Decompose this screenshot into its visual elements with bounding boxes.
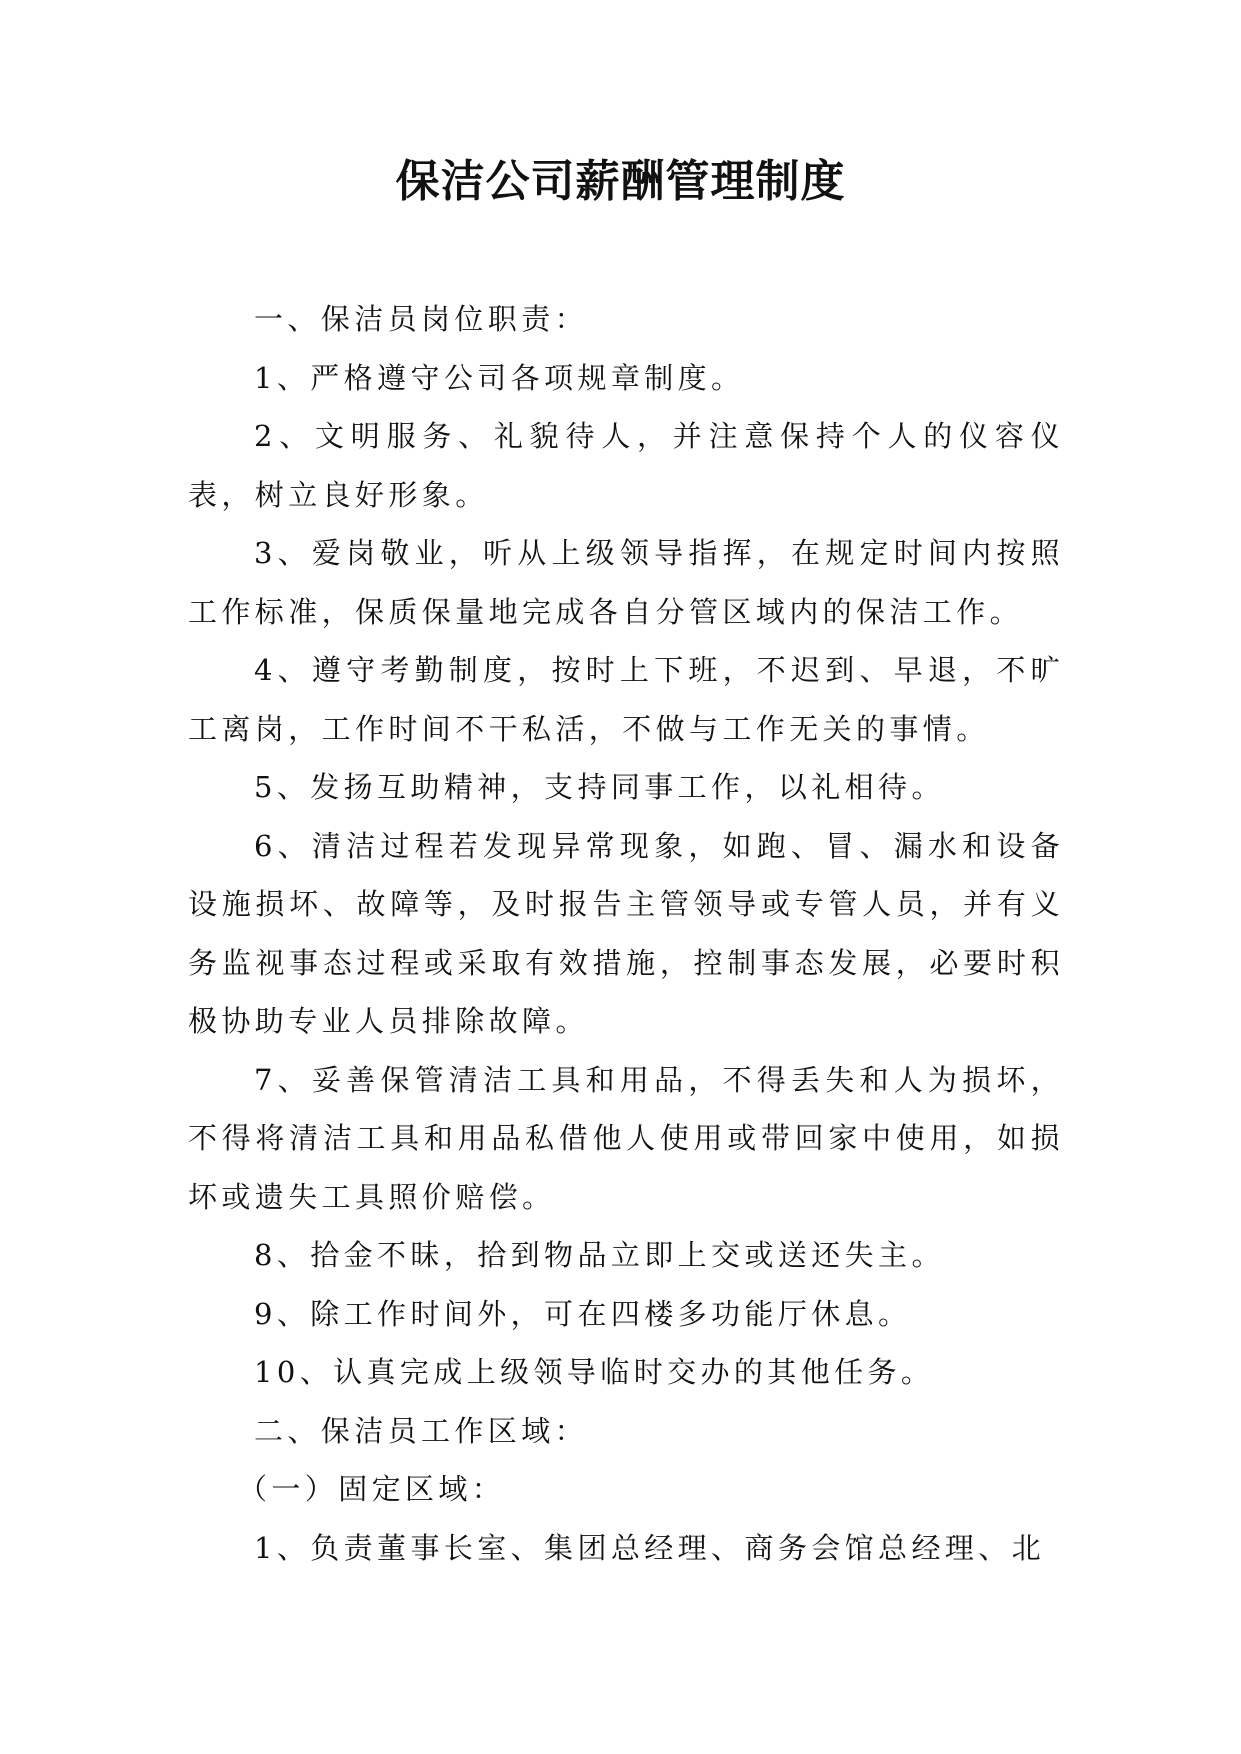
- document-title: 保洁公司薪酬管理制度: [395, 156, 846, 207]
- document-body: [188, 290, 1064, 1577]
- paragraph: 1、严格遵守公司各项规章制度。: [254, 360, 745, 395]
- paragraph: 4、遵守考勤制度，按时上下班，不迟到、早退，不旷工离岗，工作时间不干私活，不做与工作无关的事情。: [188, 653, 1064, 746]
- paragraph: 3、爱岗敬业，听从上级领导指挥，在规定时间内按照工作标准，保质保量地完成各自分管区域内的保洁工作。: [188, 536, 1064, 629]
- paragraph: 1、负责董事长室、集团总经理、商务会馆总经理、北: [254, 1530, 1046, 1565]
- subsection-heading: （一）固定区域：: [238, 1472, 506, 1506]
- paragraph: 6、清洁过程若发现异常现象，如跑、冒、漏水和设备设施损坏、故障等，及时报告主管领导或专管人员，并有义务监视事态过程或采取有效措施，控制事态发展，必要时积极协助专业人员排除故障。: [188, 828, 1064, 1038]
- paragraph: 9、除工作时间外，可在四楼多功能厅休息。: [254, 1296, 912, 1331]
- paragraph: 2、文明服务、礼貌待人，并注意保持个人的仪容仪表，树立良好形象。: [188, 419, 1064, 512]
- paragraph: 10、认真完成上级领导临时交办的其他任务。: [254, 1355, 935, 1389]
- paragraph: 5、发扬互助精神，支持同事工作，以礼相待。: [254, 770, 945, 804]
- paragraph: 7、妥善保管清洁工具和用品，不得丢失和人为损坏，不得将清洁工具和用品私借他人使用或带回家中使用，如损坏或遗失工具照价赔偿。: [188, 1062, 1064, 1214]
- section-heading: 二、保洁员工作区域：: [254, 1413, 589, 1448]
- section-heading: 一、保洁员岗位职责：: [254, 302, 589, 336]
- paragraph: 8、拾金不昧，拾到物品立即上交或送还失主。: [254, 1238, 945, 1272]
